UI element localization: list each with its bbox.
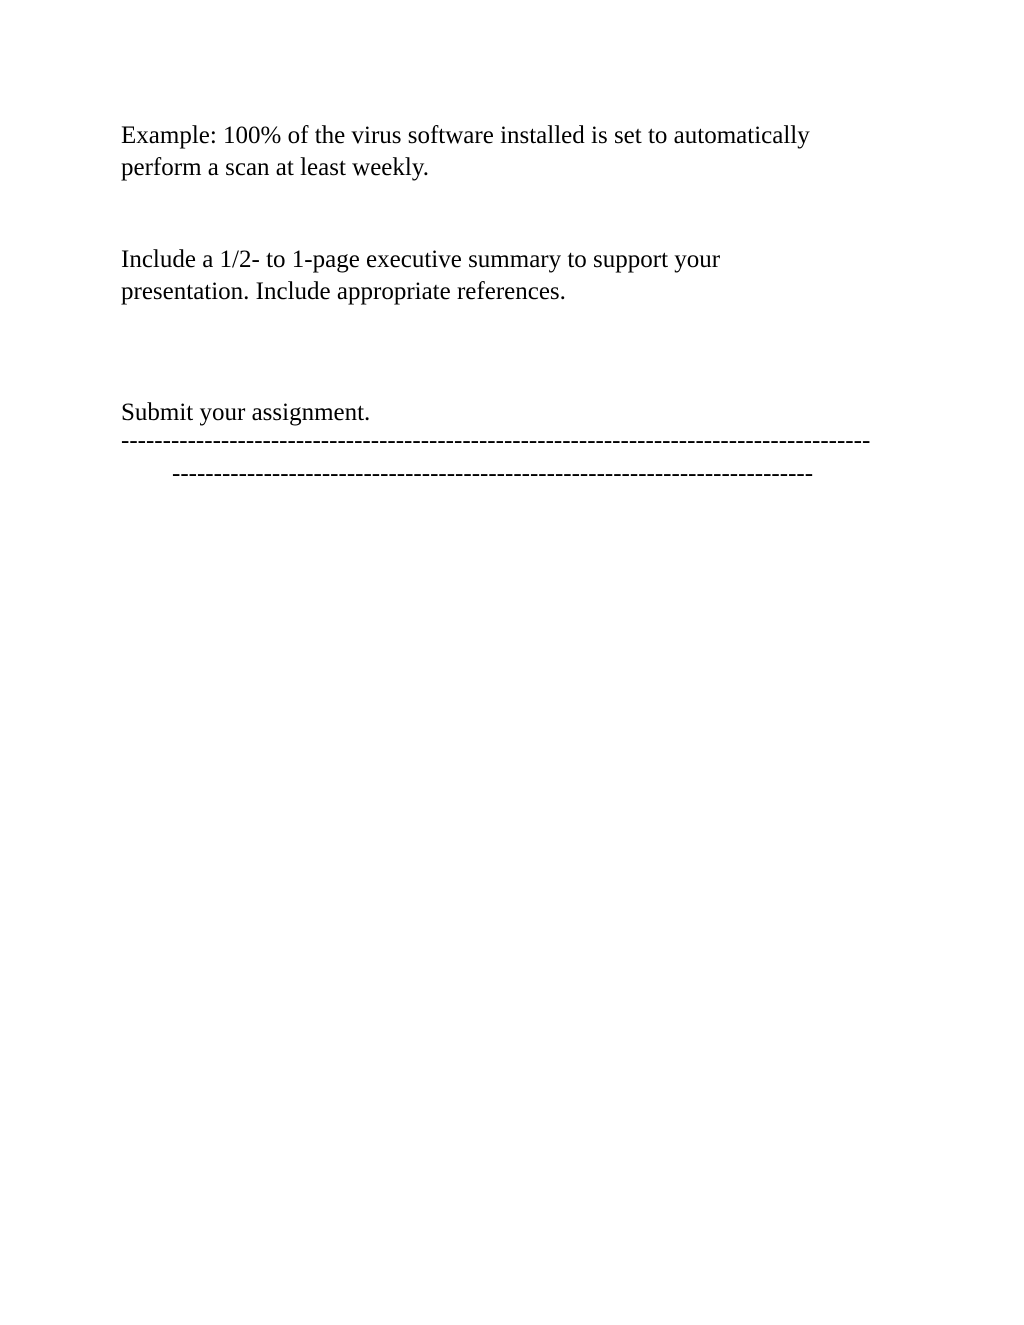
dashed-separator-line-2: ----------------------------------------------------------------------------- (172, 460, 814, 487)
submit-paragraph (121, 397, 921, 429)
example-paragraph (121, 120, 921, 184)
example-line-2: perform a scan at least weekly. (121, 154, 429, 181)
submit-line: Submit your assignment. (121, 399, 371, 426)
summary-line-1: Include a 1/2- to 1-page executive summary to support your (121, 246, 721, 273)
summary-instruction-paragraph (121, 244, 921, 308)
example-line-1: Example: 100% of the virus software installed is set to automatically (121, 122, 810, 149)
summary-line-2: presentation. Include appropriate references. (121, 278, 566, 305)
dashed-separator-line-1: ------------------------------------------------------------------------------------------ (121, 427, 871, 454)
